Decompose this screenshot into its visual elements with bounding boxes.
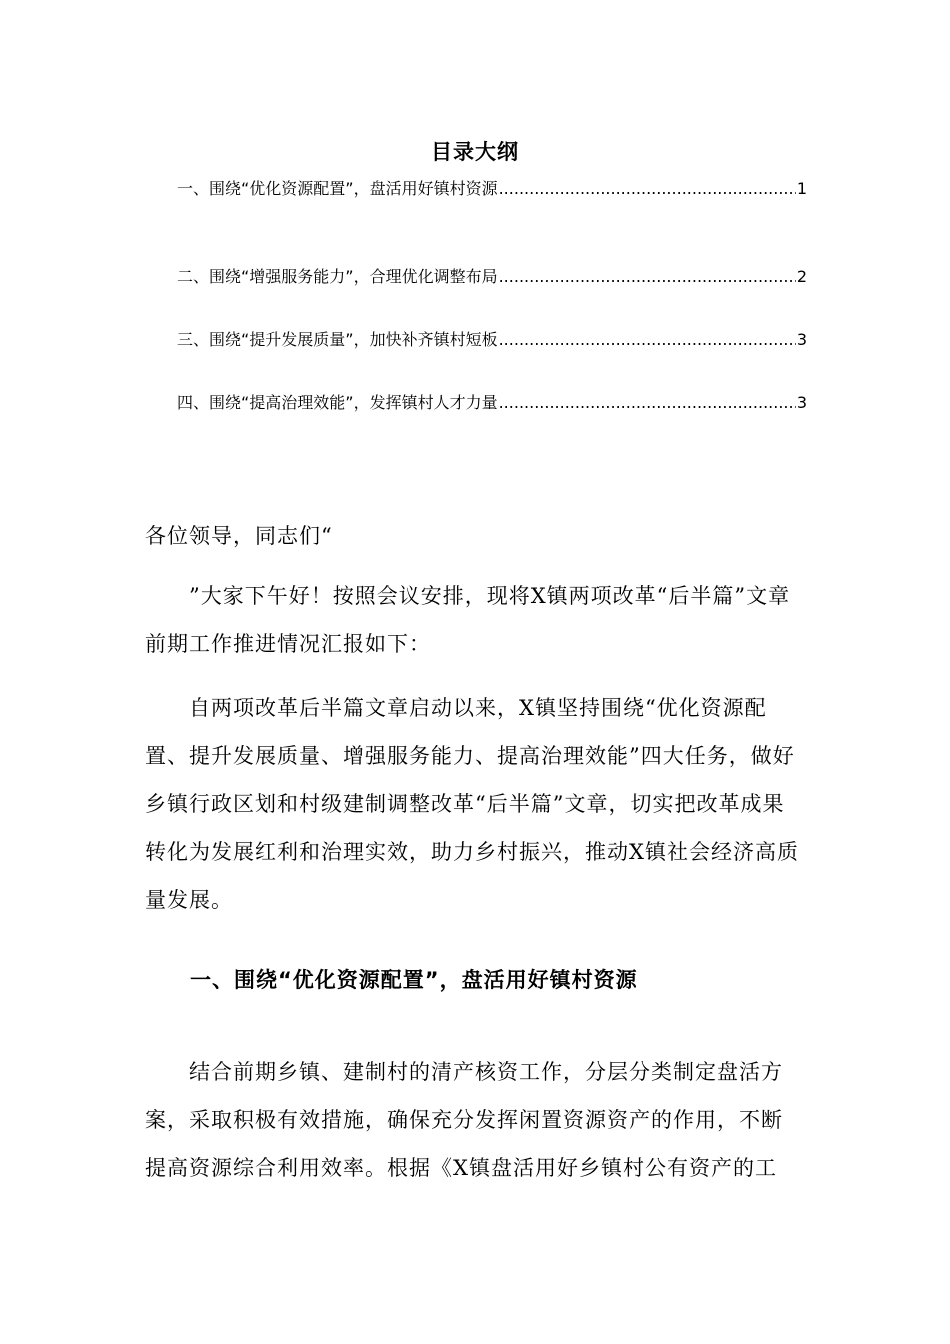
summary-paragraph: 自两项改革后半篇文章启动以来，X镇坚持围绕“优化资源配置、提升发展质量、增强服务能力、提高治理效能”四大任务，做好乡镇行政区划和村级建制调整改革“后半篇”文章，切实把改革成果转化为发展红利和治理实效，助力乡村振兴，推动X镇社会经济高质量发展。 [145, 696, 799, 912]
toc-entry-page: 3 [796, 393, 807, 412]
toc-entry-page: 2 [796, 267, 807, 286]
toc-leader-dots [499, 330, 796, 349]
toc-leader-dots [499, 393, 796, 412]
toc-entry-text: 三、围绕“提升发展质量”，加快补齐镇村短板 [177, 330, 498, 349]
toc-entry[interactable] [177, 327, 807, 350]
toc-entry-text: 二、围绕“增强服务能力”，合理优化调整布局 [177, 267, 498, 286]
toc-entry[interactable] [177, 390, 807, 413]
toc-entry-text: 一、围绕“优化资源配置”，盘活用好镇村资源 [177, 179, 498, 198]
section-paragraph: 结合前期乡镇、建制村的清产核资工作，分层分类制定盘活方案，采取积极有效措施，确保充分发挥闲置资源资产的作用，不断提高资源综合利用效率。根据《X镇盘活用好乡镇村公有资产的工 [145, 1060, 783, 1180]
intro-paragraph: ”大家下午好！按照会议安排，现将X镇两项改革“后半篇”文章前期工作推进情况汇报如下： [145, 584, 791, 656]
toc-entry-page: 3 [796, 330, 807, 349]
toc-leader-dots [499, 179, 796, 198]
toc-leader-dots [499, 267, 796, 286]
toc-entry[interactable] [177, 264, 807, 287]
toc-entry-page: 1 [796, 179, 807, 198]
toc-entry[interactable] [177, 176, 807, 199]
toc-title: 目录大纲 [431, 140, 519, 164]
greeting: 各位领导，同志们“ [145, 524, 333, 548]
section-heading: 一、围绕“优化资源配置”，盘活用好镇村资源 [190, 968, 638, 992]
toc-entry-text: 四、围绕“提高治理效能”，发挥镇村人才力量 [177, 393, 498, 412]
